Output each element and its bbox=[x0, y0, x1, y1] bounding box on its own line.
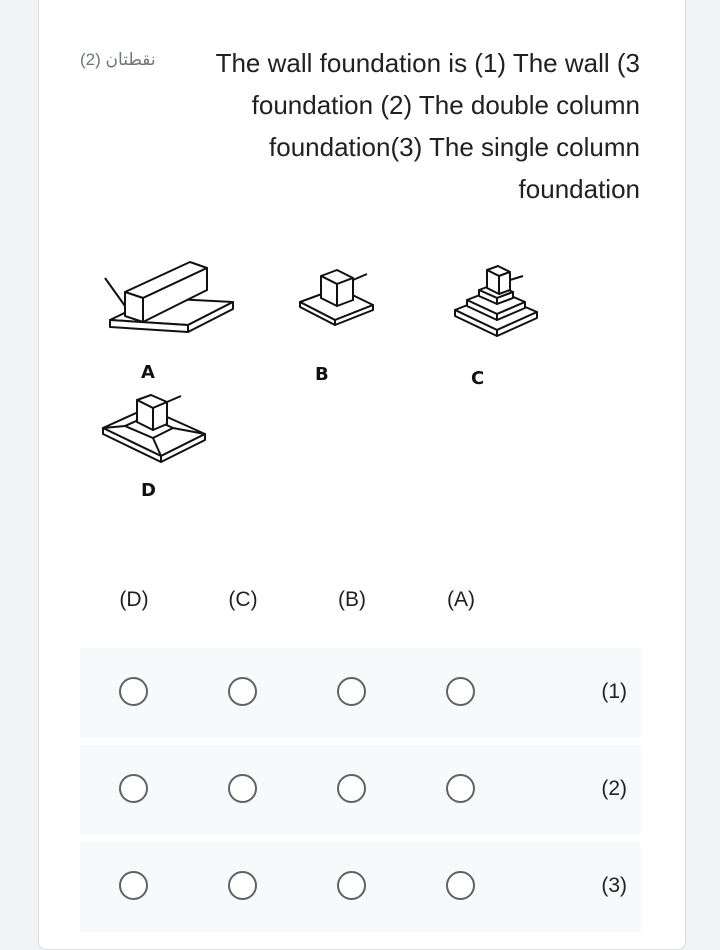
row-label-3: (3) bbox=[601, 874, 627, 897]
radio-row1-a[interactable] bbox=[446, 677, 475, 706]
figure-label-d: D bbox=[141, 480, 156, 501]
grid-row-2 bbox=[80, 745, 641, 835]
radio-row3-b[interactable] bbox=[337, 871, 366, 900]
stepped-foundation-drawing bbox=[455, 266, 537, 336]
column-header-a: (A) bbox=[447, 588, 475, 611]
radio-row3-a[interactable] bbox=[446, 871, 475, 900]
grid-row-1 bbox=[80, 648, 641, 738]
question-line: foundation (2) The double column bbox=[251, 90, 640, 120]
points-label: نقطتان (2) bbox=[80, 50, 156, 69]
question-line: foundation(3) The single column bbox=[269, 132, 640, 162]
radio-row2-c[interactable] bbox=[228, 774, 257, 803]
row-label-1: (1) bbox=[601, 680, 627, 703]
row-label-2: (2) bbox=[601, 777, 627, 800]
grid-row-3 bbox=[80, 842, 641, 932]
radio-row3-c[interactable] bbox=[228, 871, 257, 900]
single-column-drawing bbox=[300, 270, 373, 325]
radio-row1-b[interactable] bbox=[337, 677, 366, 706]
radio-row2-d[interactable] bbox=[119, 774, 148, 803]
question-line: The wall foundation is (1) The wall (3 bbox=[215, 48, 640, 78]
radio-row3-d[interactable] bbox=[119, 871, 148, 900]
question-text bbox=[170, 42, 640, 210]
radio-row2-b[interactable] bbox=[337, 774, 366, 803]
column-header-b: (B) bbox=[338, 588, 366, 611]
question-line: foundation bbox=[518, 174, 640, 204]
figure-label-a: A bbox=[141, 362, 155, 383]
column-header-d: (D) bbox=[119, 588, 149, 611]
radio-row1-d[interactable] bbox=[119, 677, 148, 706]
figure-label-b: B bbox=[315, 364, 329, 385]
sloped-foundation-drawing bbox=[103, 395, 205, 462]
radio-row1-c[interactable] bbox=[228, 677, 257, 706]
foundation-figure bbox=[95, 250, 555, 510]
figure-label-c: C bbox=[471, 368, 485, 389]
wall-foundation-drawing bbox=[105, 262, 233, 332]
column-header-c: (C) bbox=[228, 588, 258, 611]
radio-row2-a[interactable] bbox=[446, 774, 475, 803]
